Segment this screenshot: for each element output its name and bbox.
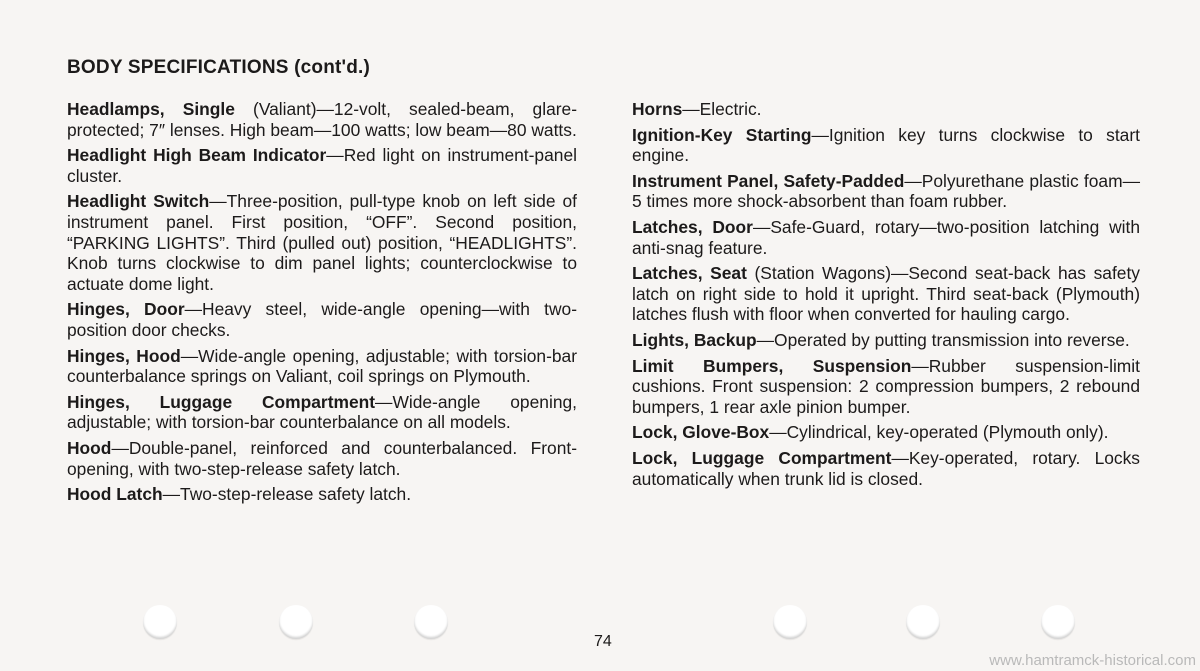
spec-term: Horns [632,99,683,119]
spec-text: —Cylindrical, key-operated (Plymouth only). [769,422,1109,443]
spec-entry [632,171,1140,212]
binder-hole [414,605,448,639]
spec-entry [67,191,577,294]
spec-text: —Polyurethane plastic foam—5 times more shock-absorbent than foam rubber. [632,170,1140,212]
spec-term: Hood [67,437,112,458]
spec-term: Lights, Backup [632,329,757,350]
spec-text: —Electric. [682,99,762,119]
spec-term: Latches, Door [632,216,753,237]
spec-entry [632,263,1140,325]
spec-text: —Three-position, pull-type knob on left side of instrument panel. First position, “OFF”. Second position, “PARKING LIGHTS”. Third (pulled out) position, “HEADLIGHTS”. Knob turns clockwise to dim panel lights; counterclockwise to actuate dome light. [67,191,577,294]
spec-term: Latches, Seat [632,263,747,284]
spec-term: Headlight Switch [67,191,210,212]
spec-text: (Valiant)—12-volt, sealed-beam, glare-protected; 7″ lenses. High beam—100 watts; low beam—80 watts. [67,99,577,140]
spec-text: —Heavy steel, wide-angle opening—with two-position door checks. [67,299,577,340]
spec-entry [67,99,577,140]
spec-term: Headlight High Beam Indicator [67,145,327,166]
spec-entry [632,448,1140,489]
spec-entry [632,422,1140,443]
spec-text: —Wide-angle opening, adjustable; with torsion-bar counterbalance springs on Valiant, coil springs on Plymouth. [67,345,577,387]
binder-hole [1041,605,1075,639]
binder-hole [773,605,807,639]
spec-text: —Safe-Guard, rotary—two-position latching with anti-snag feature. [632,216,1140,258]
binder-hole [143,605,177,639]
right-column [632,99,1140,494]
spec-text: —Red light on instrument-panel cluster. [67,145,577,186]
spec-entry [67,299,577,340]
spec-term: Hinges, Luggage Compartment [67,391,376,412]
spec-text: —Ignition key turns clockwise to start engine. [632,124,1140,166]
spec-text: (Station Wagons)—Second seat-back has safety latch on right side to hold it upright. Third seat-back (Plymouth) latches flush with floor when converted for hauling cargo. [632,263,1140,325]
spec-term: Hinges, Door [67,299,185,320]
spec-entry [632,99,1140,120]
spec-entry [632,330,1140,351]
spec-entry [67,484,577,505]
spec-entry [632,356,1140,418]
spec-term: Lock, Glove-Box [632,422,770,443]
spec-entry [67,145,577,186]
left-column [67,99,577,510]
spec-term: Ignition-Key Starting [632,124,812,145]
spec-term: Hood Latch [67,484,163,505]
spec-text: —Key-operated, rotary. Locks automatically when trunk lid is closed. [632,447,1140,489]
spec-term: Lock, Luggage Compartment [632,447,892,468]
spec-entry [632,217,1140,258]
spec-term: Limit Bumpers, Suspension [632,355,912,376]
spec-entry [632,125,1140,166]
spec-text: —Rubber suspension-limit cushions. Front suspension: 2 compression bumpers, 2 rebound bumpers, 1 rear axle pinion bumper. [632,355,1140,417]
watermark: www.hamtramck-historical.com [989,652,1196,669]
page-number: 74 [594,633,612,650]
page-title: BODY SPECIFICATIONS (cont'd.) [67,57,371,78]
spec-term: Hinges, Hood [67,345,181,366]
binder-hole [906,605,940,639]
spec-text: —Two-step-release safety latch. [162,484,412,505]
binder-hole [279,605,313,639]
spec-entry [67,438,577,479]
spec-term: Instrument Panel, Safety-Padded [632,170,905,191]
spec-entry [67,392,577,433]
spec-text: —Double-panel, reinforced and counterbalanced. Front-opening, with two-step-release safety latch. [67,437,577,479]
spec-text: —Operated by putting transmission into reverse. [756,329,1130,350]
spec-text: —Wide-angle opening, adjustable; with torsion-bar counterbalance on all models. [67,391,577,433]
spec-entry [67,346,577,387]
spec-term: Headlamps, Single [67,99,235,119]
